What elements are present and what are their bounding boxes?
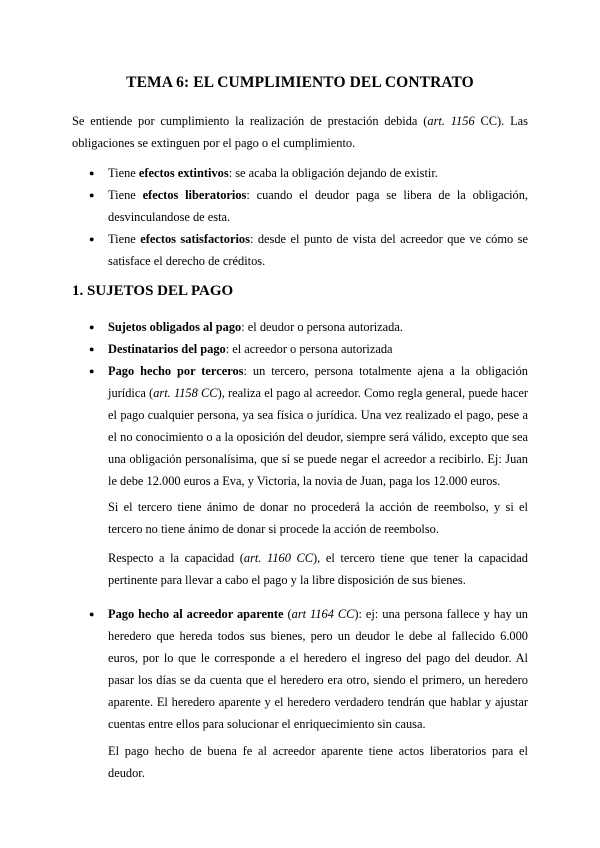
bullet-icon: ● <box>89 344 95 354</box>
page-title: TEMA 6: EL CUMPLIMIENTO DEL CONTRATO <box>126 74 474 91</box>
item-term: Pago hecho al acreedor aparente <box>108 607 284 621</box>
good-faith-paragraph: El pago hecho de buena fe al acreedor aparente tiene actos liberatorios para el deudor. <box>108 744 528 780</box>
item-term: Sujetos obligados al pago <box>108 320 242 334</box>
bullet-icon: ● <box>89 609 95 619</box>
item-term: Destinatarios del pago <box>108 342 226 356</box>
capacity-paragraph <box>108 547 528 591</box>
item-text: : se acaba la obligación dejando de existir. <box>228 166 438 180</box>
subjects-list <box>72 316 528 492</box>
item-prefix: Tiene <box>108 166 139 180</box>
section-heading: 1. SUJETOS DEL PAGO <box>72 283 234 299</box>
item-prefix: Tiene <box>108 232 141 246</box>
bullet-icon: ● <box>89 190 95 200</box>
paragraph-text: ), el tercero tiene que tener la capacidad pertinente para llevar a cabo el pago y la libre disposición de sus bienes. <box>108 551 528 587</box>
bullet-icon: ● <box>89 366 95 376</box>
item-term: efectos extintivos <box>138 166 229 180</box>
item-term: Pago hecho por terceros <box>108 364 244 378</box>
list-item <box>72 603 528 735</box>
bullet-icon: ● <box>89 168 95 178</box>
item-term: efectos liberatorios <box>142 188 247 202</box>
item-text: ): ej: una persona fallece y hay un heredero que hereda todos sus bienes, pero un deudor le debe al fallecido 6.000 euros, por lo que le corresponde a el heredero el ingreso del pago del deudor. Al pasar los días se da cuenta que el heredero era otro, siendo el primero, un heredero aparente. El heredero aparente y el heredero verdadero tendrán que hablar y ajustar cuentas entre ellos para solucionar el enriquecimiento sin causa. <box>108 607 528 731</box>
list-item <box>72 316 528 338</box>
list-item <box>72 162 528 184</box>
list-item <box>72 360 528 492</box>
article-ref: art. 1158 CC <box>153 386 218 400</box>
item-text: : desde el punto de vista del acreedor que ve cómo se satisface el derecho de créditos. <box>108 232 528 268</box>
bullet-icon: ● <box>89 234 95 244</box>
list-item <box>72 228 528 272</box>
effects-list <box>72 162 528 272</box>
article-ref: art. 1160 CC <box>243 551 314 565</box>
item-text: : el acreedor o persona autorizada <box>225 342 393 356</box>
intro-text-2: CC). Las obligaciones se extinguen por el pago o el cumplimiento. <box>72 114 528 150</box>
item-text: ( <box>283 607 292 621</box>
item-term: efectos satisfactorios <box>140 232 250 246</box>
item-text: : el deudor o persona autorizada. <box>241 320 403 334</box>
item-text: : un tercero, persona totalmente ajena a la obligación jurídica ( <box>108 364 528 400</box>
list-item <box>72 338 528 360</box>
apparent-creditor-list <box>72 603 528 735</box>
paragraph-text: Respecto a la capacidad ( <box>108 551 244 565</box>
item-text: ), realiza el pago al acreedor. Como regla general, puede hacer el pago cualquier persona, ya sea física o jurídica. Una vez realizado el pago, pese a el no conocimiento o a la oposición del deudor, siempre será válido, excepto que sea una obligación personalísima, que sí se puede negar el acreedor a recibirlo. Ej: Juan le debe 12.000 euros a Eva, y Victoria, la novia de Juan, paga los 12.000 euros. <box>108 386 528 488</box>
item-text: : cuando el deudor paga se libera de la obligación, desvinculandose de esta. <box>108 188 528 224</box>
intro-article-ref: art. 1156 <box>427 114 475 128</box>
list-item <box>72 184 528 228</box>
intro-paragraph <box>72 110 528 154</box>
donation-paragraph: Si el tercero tiene ánimo de donar no procederá la acción de reembolso, y si el tercero no tiene ánimo de donar si procede la acción de reembolso. <box>108 500 528 536</box>
bullet-icon: ● <box>89 322 95 332</box>
item-prefix: Tiene <box>108 188 143 202</box>
intro-text-1: Se entiende por cumplimiento la realización de prestación debida ( <box>72 114 428 128</box>
article-ref: art 1164 CC <box>291 607 355 621</box>
